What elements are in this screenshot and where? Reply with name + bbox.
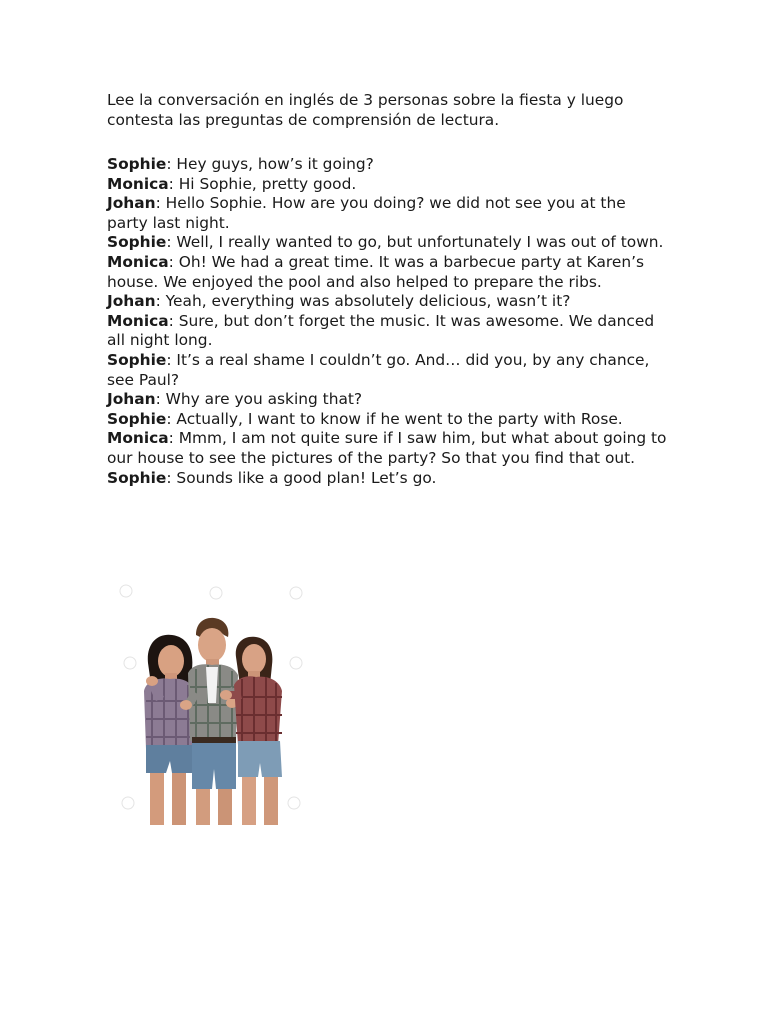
dialogue-line: [107, 175, 667, 195]
dialogue-text: : Hello Sophie. How are you doing? we did not see you at the party last night.: [107, 194, 626, 232]
dialogue-text: : Actually, I want to know if he went to the party with Rose.: [166, 409, 623, 428]
speaker-name: Sophie: [107, 350, 167, 369]
speaker-name: Sophie: [107, 468, 167, 487]
dialogue-text: : Oh! We had a great time. It was a barbecue party at Karen’s house. We enjoyed the pool and also helped to prepare the ribs.: [107, 252, 644, 291]
dialogue-line: [107, 194, 667, 233]
dialogue-line: [107, 429, 667, 468]
dialogue-text: : Hey guys, how’s it going?: [166, 155, 374, 173]
speaker-name: Johan: [107, 390, 156, 409]
dialogue-line: [107, 469, 667, 489]
dialogue-text: : Yeah, everything was absolutely delicious, wasn’t it?: [155, 292, 571, 311]
dialogue-line: [107, 292, 667, 312]
instructions-paragraph: Lee la conversación en inglés de 3 personas sobre la fiesta y luego contesta las preguntas de comprensión de lectura.: [107, 91, 624, 129]
dialogue-line: [107, 390, 667, 410]
speaker-name: Monica: [107, 311, 169, 330]
dialogue-text: : Well, I really wanted to go, but unfortunately I was out of town.: [166, 233, 664, 252]
dialogue-text: : Mmm, I am not quite sure if I saw him, but what about going to our house to see the pictures of the party? So that you find that out.: [107, 429, 667, 467]
left-woman-figure: [144, 635, 194, 825]
dialogue-line: [107, 253, 667, 292]
speaker-name: Sophie: [107, 409, 167, 428]
dialogue: [107, 155, 667, 488]
dialogue-text: : Why are you asking that?: [155, 390, 363, 409]
dialogue-line: [107, 155, 667, 175]
speaker-name: Johan: [107, 292, 156, 311]
speaker-name: Sophie: [107, 233, 167, 252]
dialogue-text: : It’s a real shame I couldn’t go. And… did you, by any chance, see Paul?: [107, 350, 650, 389]
speaker-name: Monica: [107, 252, 169, 271]
dialogue-text: : Hi Sophie, pretty good.: [168, 174, 357, 193]
speaker-name: Monica: [107, 174, 169, 193]
dialogue-line: [107, 410, 667, 430]
dialogue-line: [107, 312, 667, 351]
speaker-name: Sophie: [107, 155, 167, 173]
dialogue-line: [107, 233, 667, 253]
dialogue-text: : Sure, but don’t forget the music. It was awesome. We danced all night long.: [107, 311, 655, 350]
dialogue-text: : Sounds like a good plan! Let’s go.: [166, 468, 437, 487]
speaker-name: Monica: [107, 429, 169, 448]
speaker-name: Johan: [107, 194, 156, 213]
dialogue-line: [107, 351, 667, 390]
friends-photo: [108, 573, 308, 825]
